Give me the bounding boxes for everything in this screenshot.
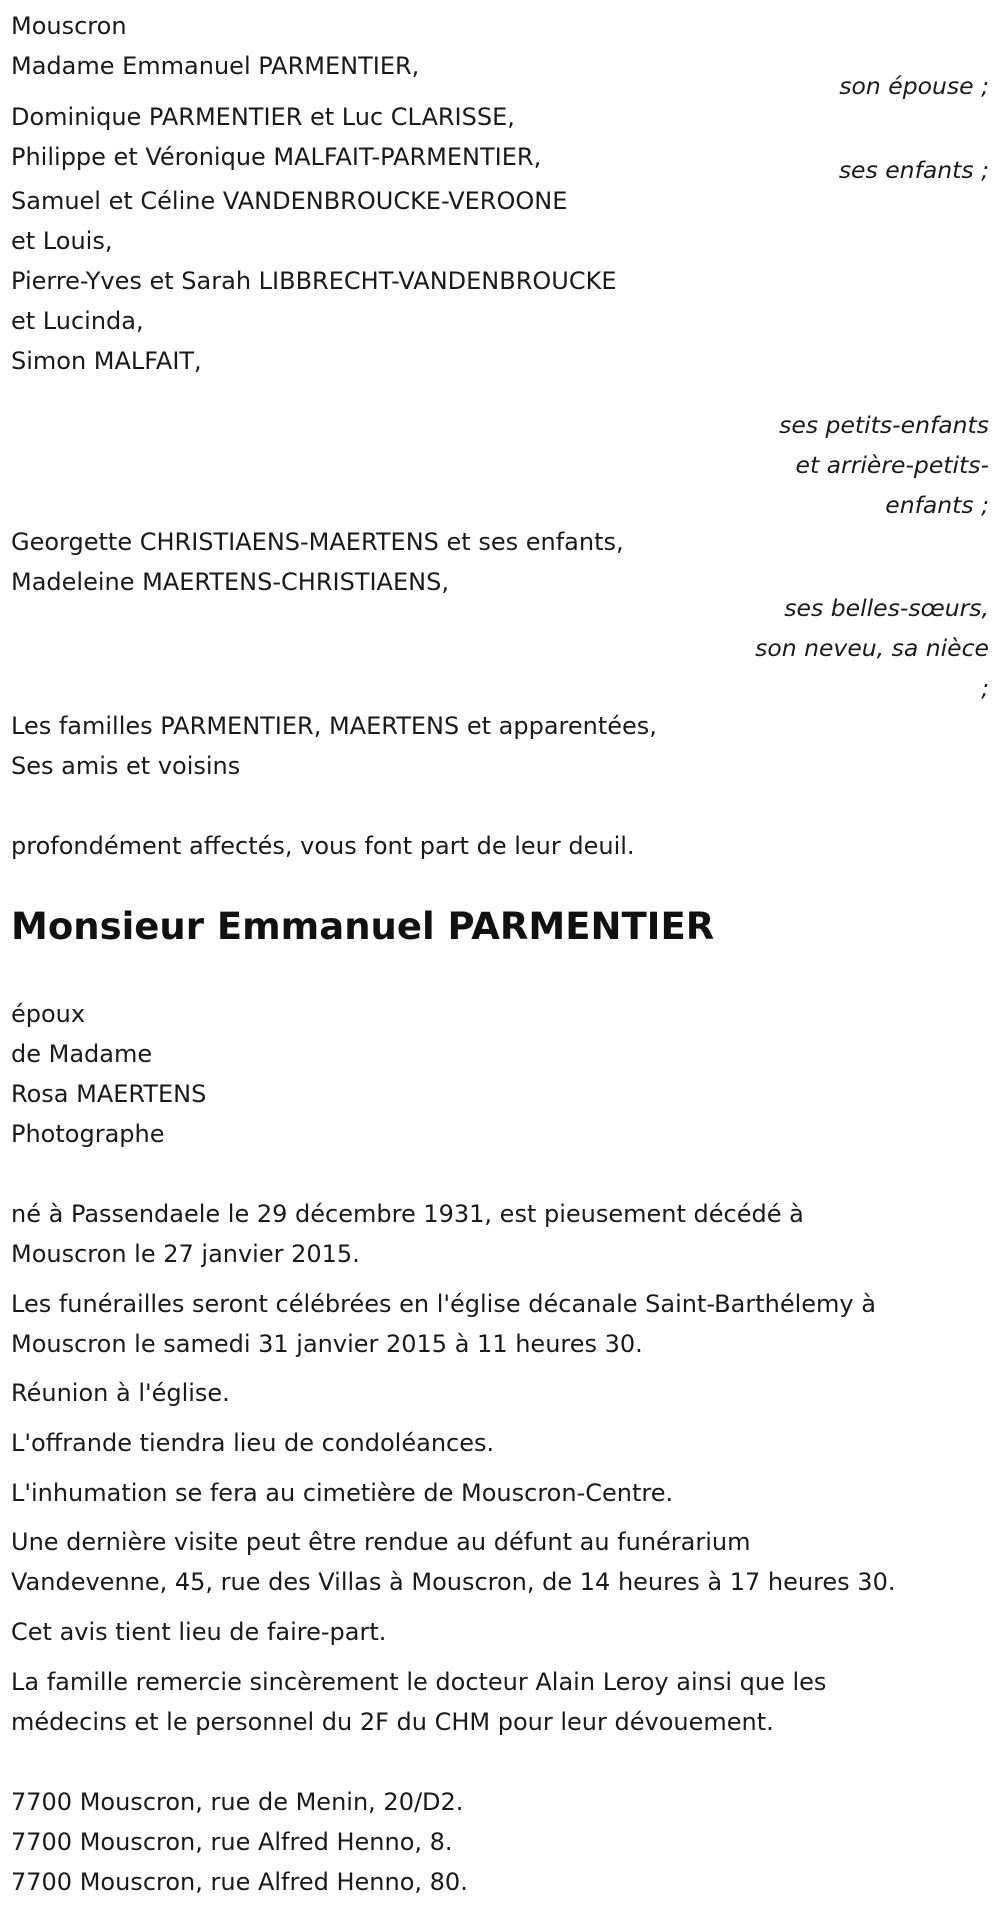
paragraph-line: La famille remercie sincèrement le docteur Alain Leroy ainsi que les	[11, 1668, 827, 1696]
relation-in-laws-line: ;	[981, 674, 989, 702]
relation-spouse	[839, 66, 989, 106]
relation-in-laws	[755, 588, 989, 708]
relation-grandchildren-line: enfants ;	[885, 491, 989, 519]
other-mourners: Les familles PARMENTIER, MAERTENS et apparentées,	[11, 712, 657, 740]
grandchild-name: Pierre-Yves et Sarah LIBBRECHT-VANDENBROUCKE	[11, 267, 617, 295]
paragraph-line: Mouscron le samedi 31 janvier 2015 à 11 heures 30.	[11, 1330, 643, 1358]
spouse-name: Madame Emmanuel PARMENTIER,	[11, 52, 420, 80]
grandchild-name: Samuel et Céline VANDENBROUCKE-VEROONE	[11, 187, 568, 215]
deceased-detail: Rosa MAERTENS	[11, 1080, 207, 1108]
relation-in-laws-line: ses belles-sœurs,	[784, 594, 989, 622]
paragraph-line: Vandevenne, 45, rue des Villas à Mouscron, de 14 heures à 17 heures 30.	[11, 1568, 896, 1596]
family-grandchildren	[11, 181, 617, 381]
announcement-text: profondément affectés, vous font part de leur deuil.	[11, 832, 635, 860]
relation-children-text: ses enfants ;	[838, 156, 989, 184]
other-mourners: Ses amis et voisins	[11, 752, 241, 780]
paragraph-line: Une dernière visite peut être rendue au défunt au funérarium	[11, 1528, 751, 1556]
paragraph-line: né à Passendaele le 29 décembre 1931, est pieusement décédé à	[11, 1200, 804, 1228]
relation-children	[839, 150, 989, 190]
relation-spouse-text: son épouse ;	[839, 72, 989, 100]
grandchild-name: Simon MALFAIT,	[11, 347, 202, 375]
relation-in-laws-line: son neveu, sa nièce	[755, 634, 989, 662]
paragraph-line: Mouscron le 27 janvier 2015.	[11, 1240, 360, 1268]
addresses	[11, 1782, 468, 1902]
family-in-laws	[11, 522, 624, 602]
child-name: Philippe et Véronique MALFAIT-PARMENTIER,	[11, 143, 542, 171]
paragraph-line: Réunion à l'église.	[11, 1379, 230, 1407]
paragraph-offering	[11, 1423, 494, 1463]
family-others	[11, 706, 657, 786]
paragraph-visit	[11, 1522, 895, 1602]
deceased-detail: Photographe	[11, 1120, 165, 1148]
paragraph-line: Les funérailles seront célébrées en l'église décanale Saint-Barthélemy à	[11, 1290, 876, 1318]
paragraph-thanks	[11, 1662, 826, 1742]
address-line: 7700 Mouscron, rue Alfred Henno, 8.	[11, 1828, 453, 1856]
grandchild-name: et Louis,	[11, 227, 113, 255]
paragraph-line: Cet avis tient lieu de faire-part.	[11, 1618, 387, 1646]
paragraph-line: L'inhumation se fera au cimetière de Mouscron-Centre.	[11, 1479, 674, 1507]
city-heading: Mouscron	[11, 12, 127, 40]
address-line: 7700 Mouscron, rue de Menin, 20/D2.	[11, 1788, 464, 1816]
in-law-name: Madeleine MAERTENS-CHRISTIAENS,	[11, 568, 449, 596]
deceased-detail: de Madame	[11, 1040, 153, 1068]
in-law-name: Georgette CHRISTIAENS-MAERTENS et ses enfants,	[11, 528, 624, 556]
deceased-name: Monsieur Emmanuel PARMENTIER	[11, 905, 715, 948]
paragraph-notice	[11, 1612, 386, 1652]
relation-grandchildren	[779, 405, 989, 525]
paragraph-line: médecins et le personnel du 2F du CHM pour leur dévouement.	[11, 1708, 774, 1736]
paragraph-reunion	[11, 1373, 230, 1413]
grandchild-name: et Lucinda,	[11, 307, 144, 335]
paragraph-funeral	[11, 1284, 876, 1364]
relation-grandchildren-line: ses petits-enfants	[779, 411, 989, 439]
paragraph-burial	[11, 1473, 673, 1513]
relation-grandchildren-line: et arrière-petits-	[795, 451, 989, 479]
address-line: 7700 Mouscron, rue Alfred Henno, 80.	[11, 1868, 468, 1896]
family-children	[11, 97, 541, 177]
paragraph-line: L'offrande tiendra lieu de condoléances.	[11, 1429, 495, 1457]
child-name: Dominique PARMENTIER et Luc CLARISSE,	[11, 103, 515, 131]
deceased-details	[11, 994, 206, 1154]
paragraph-birth-death	[11, 1194, 804, 1274]
deceased-detail: époux	[11, 1000, 86, 1028]
